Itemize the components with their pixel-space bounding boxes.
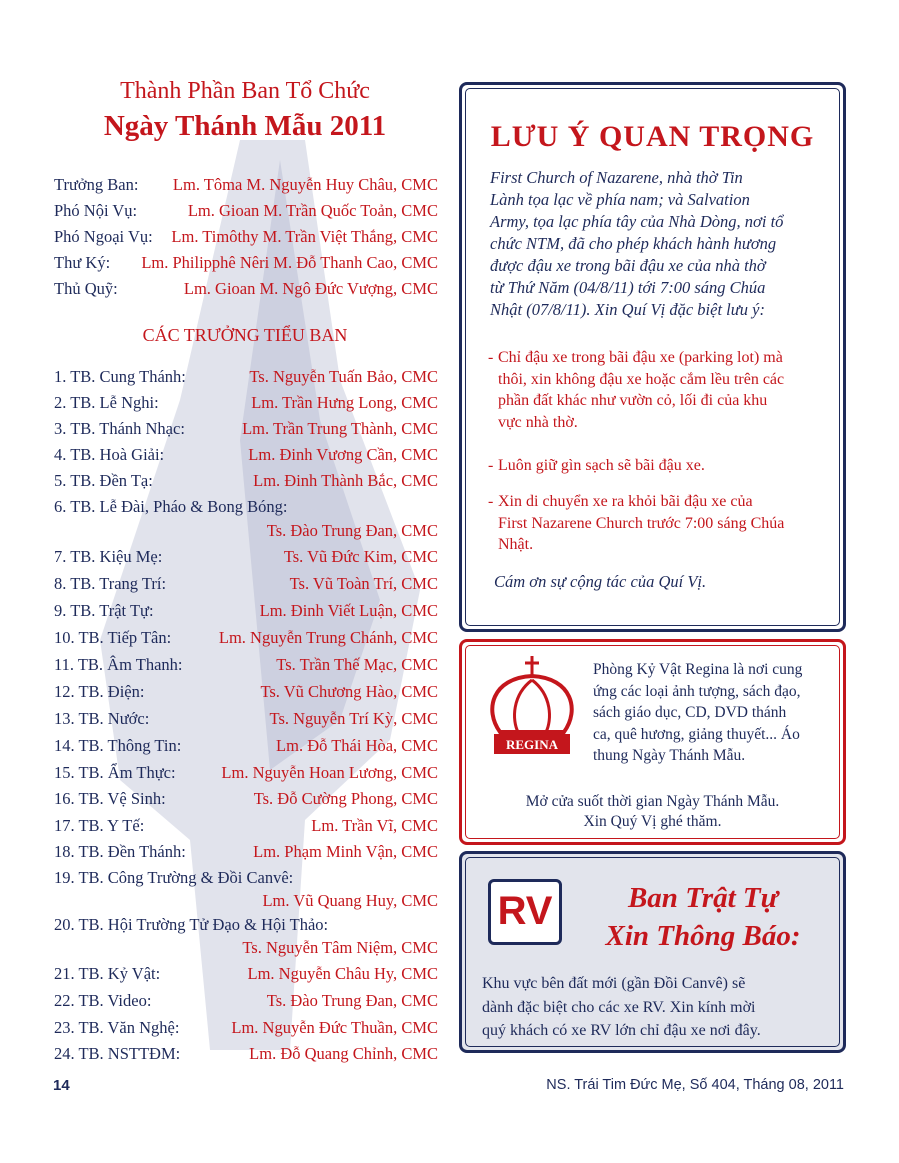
- subcommittee-row: [54, 445, 438, 465]
- officer-row: [54, 227, 438, 247]
- subcommittee-row: [54, 736, 438, 756]
- notice-body: [490, 167, 824, 321]
- subcommittee-row: [54, 763, 438, 783]
- subcommittee-row: [54, 682, 438, 702]
- subcommittee-name: Lm. Đinh Viết Luận, CMC: [259, 601, 438, 620]
- notice-line: Lành tọa lạc về phía nam; và Salvation: [490, 190, 750, 209]
- parking-notice-box: [459, 82, 846, 632]
- rv-notice-box: [459, 851, 846, 1053]
- title-line2: Ngày Thánh Mẫu 2011: [103, 110, 387, 142]
- officer-name: Lm. Gioan M. Trần Quốc Toản, CMC: [187, 201, 438, 220]
- bullet-line: First Nazarene Church trước 7:00 sáng Chúa: [498, 514, 785, 532]
- bullet-line: Nhật.: [498, 536, 534, 553]
- subcommittee-row: [54, 471, 438, 491]
- notice-bullet: [488, 455, 818, 477]
- notice-thanks: Cám ơn sự cộng tác của Quí Vị.: [494, 572, 707, 591]
- regina-hours: Mở cửa suốt thời gian Ngày Thánh Mẫu.: [525, 793, 780, 810]
- bullet-line: Xin di chuyển xe ra khỏi bãi đậu xe của: [498, 493, 753, 510]
- subcommittee-row: [54, 574, 438, 594]
- notice-bullet: [488, 491, 818, 556]
- bullet-line: thôi, xin không đậu xe hoặc cắm lều trên các: [498, 370, 785, 388]
- subcommittee-label: 18. TB. Đền Thánh:: [54, 842, 186, 861]
- subcommittee-name: Lm. Phạm Minh Vận, CMC: [253, 842, 438, 861]
- subcommittee-label: 10. TB. Tiếp Tân:: [54, 628, 172, 647]
- subcommittee-name: Lm. Vũ Quang Huy, CMC: [262, 891, 438, 910]
- subcommittee-row: [54, 547, 438, 567]
- subcommittee-row: [54, 1044, 438, 1064]
- officer-row: [54, 253, 438, 273]
- regina-line: ứng các loại ảnh tượng, sách đạo,: [593, 682, 801, 700]
- bullet-dash: -: [488, 457, 494, 474]
- subcommittee-label: 9. TB. Trật Tự:: [54, 601, 154, 620]
- subcommittee-label: 19. TB. Công Trường & Đồi Canvê:: [54, 868, 294, 887]
- officer-name: Lm. Gioan M. Ngô Đức Vượng, CMC: [183, 279, 438, 298]
- subcommittee-name: Lm. Nguyễn Trung Chánh, CMC: [218, 628, 438, 647]
- subcommittee-label: 12. TB. Điện:: [54, 682, 145, 701]
- subcommittee-label: 8. TB. Trang Trí:: [54, 574, 167, 593]
- regina-crown-logo: [472, 650, 592, 768]
- officer-name: Lm. Philipphê Nêri M. Đỗ Thanh Cao, CMC: [141, 253, 438, 272]
- subcommittee-name: Lm. Nguyễn Hoan Lương, CMC: [221, 763, 438, 782]
- bullet-line: vực nhà thờ.: [498, 413, 578, 431]
- subcommittee-label: 15. TB. Ẩm Thực:: [54, 763, 176, 782]
- regina-line: ca, quê hương, giảng thuyết... Áo: [593, 725, 800, 743]
- subcommittee-name: Lm. Đỗ Thái Hòa, CMC: [276, 736, 438, 755]
- subcommittee-row: [54, 1018, 438, 1038]
- officer-name: Lm. Timôthy M. Trần Việt Thắng, CMC: [171, 227, 438, 246]
- rv-line: quý khách có xe RV lớn chỉ đậu xe nơi đây.: [482, 1022, 761, 1039]
- subcommittee-name: Ts. Nguyễn Tâm Niệm, CMC: [242, 938, 438, 957]
- subcommittee-label: 14. TB. Thông Tin:: [54, 736, 182, 755]
- officer-role: Phó Nội Vụ:: [54, 201, 138, 220]
- page-number: 14: [53, 1077, 70, 1094]
- subcommittee-label: 3. TB. Thánh Nhạc:: [54, 419, 185, 438]
- notice-line: được đậu xe trong bãi đậu xe của nhà thờ: [490, 256, 766, 275]
- subcommittee-row: [54, 915, 438, 935]
- rv-title-line1: Ban Trật Tự: [627, 882, 779, 914]
- subcommittee-label: 4. TB. Hoà Giải:: [54, 445, 165, 464]
- subcommittee-label: 22. TB. Video:: [54, 991, 152, 1010]
- officer-row: [54, 201, 438, 221]
- subcommittee-row: [54, 367, 438, 387]
- subcommittee-name: Lm. Đinh Thành Bắc, CMC: [253, 471, 438, 490]
- notice-line: First Church of Nazarene, nhà thờ Tin: [490, 168, 743, 187]
- subcommittee-name: Ts. Vũ Toàn Trí, CMC: [289, 574, 438, 593]
- subcommittee-heading: CÁC TRƯỞNG TIỂU BAN: [142, 325, 348, 345]
- subcommittee-name: Ts. Đào Trung Đan, CMC: [266, 991, 438, 1010]
- notice-line: từ Thứ Năm (04/8/11) tới 7:00 sáng Chúa: [490, 278, 766, 297]
- subcommittee-name: Lm. Đinh Vương Cần, CMC: [248, 445, 438, 464]
- subcommittee-row: [54, 964, 438, 984]
- subcommittee-row: [54, 628, 438, 648]
- notice-line: Army, tọa lạc phía tây của Nhà Dòng, nơi tổ: [490, 212, 784, 231]
- subcommittee-name: Ts. Vũ Đức Kim, CMC: [283, 547, 438, 566]
- subcommittee-label: 2. TB. Lễ Nghi:: [54, 393, 159, 412]
- bullet-dash: -: [488, 349, 494, 366]
- subcommittee-name: Ts. Nguyễn Tuấn Bảo, CMC: [249, 367, 438, 386]
- subcommittee-label: 24. TB. NSTTĐM:: [54, 1044, 181, 1063]
- subcommittee-name: Ts. Đào Trung Đan, CMC: [266, 521, 438, 540]
- notice-bullet: [488, 347, 818, 433]
- subcommittee-name: Lm. Trần Vĩ, CMC: [311, 816, 438, 835]
- subcommittee-label: 13. TB. Nước:: [54, 709, 150, 728]
- rv-line: dành đặc biệt cho các xe RV. Xin kính mời: [482, 998, 756, 1016]
- subcommittee-row: [54, 789, 438, 809]
- regina-invite: Xin Quý Vị ghé thăm.: [583, 813, 722, 830]
- officer-row: [54, 175, 438, 195]
- subcommittee-row: [54, 655, 438, 675]
- rv-badge: RV: [488, 879, 562, 945]
- officer-role: Trưởng Ban:: [54, 175, 139, 194]
- subcommittee-label: 23. TB. Văn Nghệ:: [54, 1018, 180, 1037]
- subcommittee-row: [54, 816, 438, 836]
- subcommittee-label: 17. TB. Y Tế:: [54, 816, 145, 835]
- rv-line: Khu vực bên đất mới (gần Đồi Canvê) sẽ: [482, 975, 746, 992]
- subcommittee-row: [54, 419, 438, 439]
- subcommittee-row: [54, 991, 438, 1011]
- subcommittee-name: Ts. Vũ Chương Hào, CMC: [260, 682, 438, 701]
- regina-line: Phòng Kỷ Vật Regina là nơi cung: [593, 661, 803, 678]
- notice-line: chức NTM, đã cho phép khách hành hương: [490, 234, 777, 253]
- subcommittee-label: 6. TB. Lễ Đài, Pháo & Bong Bóng:: [54, 497, 288, 516]
- subcommittee-label: 5. TB. Đền Tạ:: [54, 471, 153, 490]
- subcommittee-name: Ts. Trần Thế Mạc, CMC: [276, 655, 438, 674]
- officer-role: Thủ Quỹ:: [54, 279, 118, 298]
- subcommittee-name: Lm. Nguyễn Đức Thuần, CMC: [231, 1018, 438, 1037]
- title-line1: Thành Phần Ban Tổ Chức: [120, 78, 370, 104]
- subcommittee-row: [54, 601, 438, 621]
- notice-line: Nhật (07/8/11). Xin Quí Vị đặc biệt lưu ý:: [490, 300, 765, 319]
- officer-row: [54, 279, 438, 299]
- subcommittee-label: 21. TB. Kỷ Vật:: [54, 964, 161, 983]
- subcommittee-name: Lm. Đỗ Quang Chỉnh, CMC: [249, 1044, 438, 1063]
- subcommittee-label: 1. TB. Cung Thánh:: [54, 367, 186, 386]
- subcommittee-label: 16. TB. Vệ Sinh:: [54, 789, 166, 808]
- subcommittee-row: [54, 497, 438, 517]
- subcommittee-row: [54, 842, 438, 862]
- subcommittee-row: [54, 868, 438, 888]
- bullet-dash: -: [488, 493, 494, 510]
- regina-body: [593, 659, 833, 767]
- regina-box: [459, 639, 846, 845]
- bullet-line: Chỉ đậu xe trong bãi đậu xe (parking lot) mà: [498, 349, 783, 366]
- officer-role: Thư Ký:: [54, 253, 111, 272]
- subcommittee-label: 11. TB. Âm Thanh:: [54, 655, 183, 674]
- officer-role: Phó Ngoại Vụ:: [54, 227, 153, 246]
- publication-footer: NS. Trái Tim Đức Mẹ, Số 404, Tháng 08, 2011: [546, 1077, 844, 1093]
- regina-line: thung Ngày Thánh Mẫu.: [593, 747, 746, 764]
- subcommittee-row: [54, 393, 438, 413]
- rv-title-line2: Xin Thông Báo:: [605, 920, 801, 952]
- regina-logo-text: REGINA: [505, 737, 559, 752]
- subcommittee-name: Ts. Nguyễn Trí Kỳ, CMC: [269, 709, 438, 728]
- subcommittee-name: Lm. Nguyễn Châu Hy, CMC: [247, 964, 438, 983]
- bullet-line: Luôn giữ gìn sạch sẽ bãi đậu xe.: [498, 457, 705, 474]
- subcommittee-name: Ts. Đỗ Cường Phong, CMC: [253, 789, 438, 808]
- subcommittee-name: Lm. Trần Hưng Long, CMC: [251, 393, 438, 412]
- subcommittee-row: [54, 709, 438, 729]
- bullet-line: phần đất khác như vườn cỏ, lối đi của khu: [498, 392, 768, 409]
- rv-body: [482, 972, 827, 1043]
- subcommittee-name: Lm. Trần Trung Thành, CMC: [242, 419, 438, 438]
- notice-title: LƯU Ý QUAN TRỌNG: [490, 120, 815, 153]
- subcommittee-label: 20. TB. Hội Trường Tử Đạo & Hội Thảo:: [54, 915, 329, 934]
- officer-name: Lm. Tôma M. Nguyễn Huy Châu, CMC: [172, 175, 438, 194]
- regina-line: sách giáo dục, CD, DVD thánh: [593, 704, 787, 721]
- subcommittee-label: 7. TB. Kiệu Mẹ:: [54, 547, 163, 566]
